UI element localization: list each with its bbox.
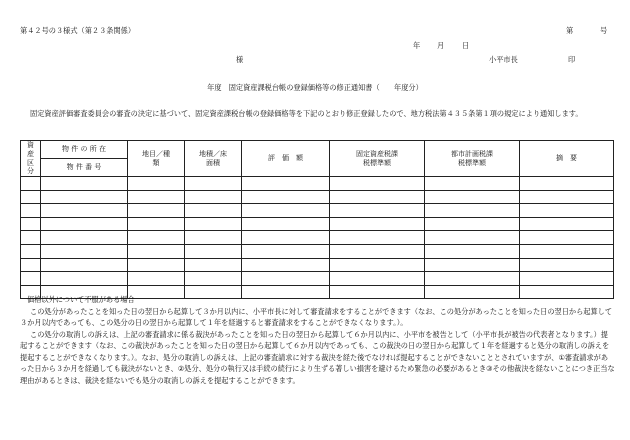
table-cell (425, 177, 520, 191)
table-cell (425, 231, 520, 245)
assessment-table (20, 140, 614, 299)
table-cell (128, 272, 185, 286)
table-cell (330, 190, 425, 204)
table-cell (425, 190, 520, 204)
table-cell (330, 258, 425, 272)
table-cell (185, 204, 242, 218)
table-cell (242, 204, 330, 218)
table-cell (425, 204, 520, 218)
table-cell (41, 244, 128, 258)
table-cell (330, 244, 425, 258)
table-cell (41, 190, 128, 204)
table-row (21, 258, 614, 272)
table-cell (128, 244, 185, 258)
table-cell (21, 272, 41, 286)
table-cell (185, 177, 242, 191)
table-cell (242, 272, 330, 286)
table-cell (41, 177, 128, 191)
form-number: 第４２号の３様式（第２３条関係） (20, 26, 136, 35)
table-cell (185, 258, 242, 272)
table-cell (41, 258, 128, 272)
table-row (21, 204, 614, 218)
table-cell (21, 258, 41, 272)
table-cell (21, 190, 41, 204)
table-cell (425, 272, 520, 286)
table-cell (185, 190, 242, 204)
table-cell (330, 272, 425, 286)
table-row (21, 231, 614, 245)
addressee-suffix: 様 (236, 55, 244, 64)
header-fixed-asset-tax-base: 固定資産税課税標準額 (330, 141, 425, 177)
table-cell (185, 217, 242, 231)
header-valuation: 評 価 額 (242, 141, 330, 177)
document-title: 年度 固定資産課税台帳の登録価格等の修正通知書（ 年度分） (207, 83, 423, 92)
table-cell (242, 217, 330, 231)
notes-heading: 価格以外について不服がある場合 (27, 295, 135, 304)
table-cell (128, 204, 185, 218)
table-cell (330, 177, 425, 191)
table-cell (330, 204, 425, 218)
header-city-planning-tax-base: 都市計画税課税標準額 (425, 141, 520, 177)
table-cell (41, 204, 128, 218)
table-cell (330, 231, 425, 245)
table-cell (128, 231, 185, 245)
header-asset-class: 資産区分 (21, 141, 41, 177)
table-cell (21, 231, 41, 245)
document-number-label: 第 (566, 26, 574, 35)
table-cell (128, 177, 185, 191)
notes-paragraph-1: この処分があったことを知った日の翌日から起算して３か月以内に、小平市長に対して審査請求をすることができます（なお、この処分があったことを知った日の翌日から起算して３か月以内であっても、この処分の日の翌日から起算して１年を経過すると審査請求をすることができなくなります。）。 (20, 306, 613, 328)
header-location: 物 件 の 所 在 (41, 141, 128, 159)
table-cell (520, 272, 614, 286)
table-cell (21, 244, 41, 258)
table-cell (520, 244, 614, 258)
table-cell (425, 217, 520, 231)
table-cell (41, 217, 128, 231)
table-body (21, 177, 614, 299)
table-cell (41, 231, 128, 245)
table-cell (520, 231, 614, 245)
date-year-label: 年 (413, 41, 421, 50)
table-cell (520, 258, 614, 272)
table-cell (242, 244, 330, 258)
table-row (21, 190, 614, 204)
table-cell (128, 190, 185, 204)
table-row (21, 177, 614, 191)
header-property-number: 物 件 番 号 (41, 159, 128, 177)
table-cell (128, 258, 185, 272)
table-cell (425, 258, 520, 272)
table-cell (185, 272, 242, 286)
table-cell (242, 231, 330, 245)
table-cell (242, 258, 330, 272)
seal-mark: 印 (568, 55, 576, 64)
table-cell (425, 244, 520, 258)
table-cell (21, 204, 41, 218)
table-cell (330, 217, 425, 231)
date-day-label: 日 (462, 41, 470, 50)
table-cell (242, 177, 330, 191)
table-cell (520, 217, 614, 231)
table-row (21, 244, 614, 258)
table-cell (185, 244, 242, 258)
notes-paragraph-2: この処分の取消しの訴えは、上記の審査請求に係る裁決があったことを知った日の翌日から起算して６か月以内に、小平市を被告として（小平市長が被告の代表者となります。）提起することができます（なお、この裁決があったことを知った日の翌日から起算して６か月以内であっても、この裁決の日の翌日から起算して１年を経過すると処分の取消しの訴えを提起することができなくなります。）。なお、処分の取消しの訴えは、上記の審査請求に対する裁決を経た後でなければ提起することができないこととされていますが、①審査請求があった日から３か月を経過しても裁決がないとき、②処分、処分の執行又は手続の続行により生ずる著しい損害を避けるため緊急の必要があるとき③その他裁決を経ないことにつき正当な理由があるときは、裁決を経ないでも処分の取消しの訴えを提起することができます。 (20, 329, 615, 385)
header-land-category: 地目／種類 (128, 141, 185, 177)
document-number-unit: 号 (600, 26, 608, 35)
notes-section (20, 294, 615, 386)
table-cell (128, 217, 185, 231)
date-month-label: 月 (437, 41, 445, 50)
table-cell (242, 190, 330, 204)
issuer-name: 小平市長 (489, 55, 518, 64)
table-cell (520, 177, 614, 191)
table-cell (520, 190, 614, 204)
table-cell (520, 204, 614, 218)
intro-paragraph: 固定資産評価審査委員会の審査の決定に基づいて、固定資産課税台帳の登録価格等を下記のとおり修正登録したので、地方税法第４３５条第１項の規定により通知します。 (30, 109, 583, 118)
table-cell (41, 272, 128, 286)
table-row (21, 217, 614, 231)
header-area: 地積／床面積 (185, 141, 242, 177)
table-cell (21, 217, 41, 231)
table-cell (21, 177, 41, 191)
table-row (21, 272, 614, 286)
table-cell (185, 231, 242, 245)
header-remarks: 摘 要 (520, 141, 614, 177)
